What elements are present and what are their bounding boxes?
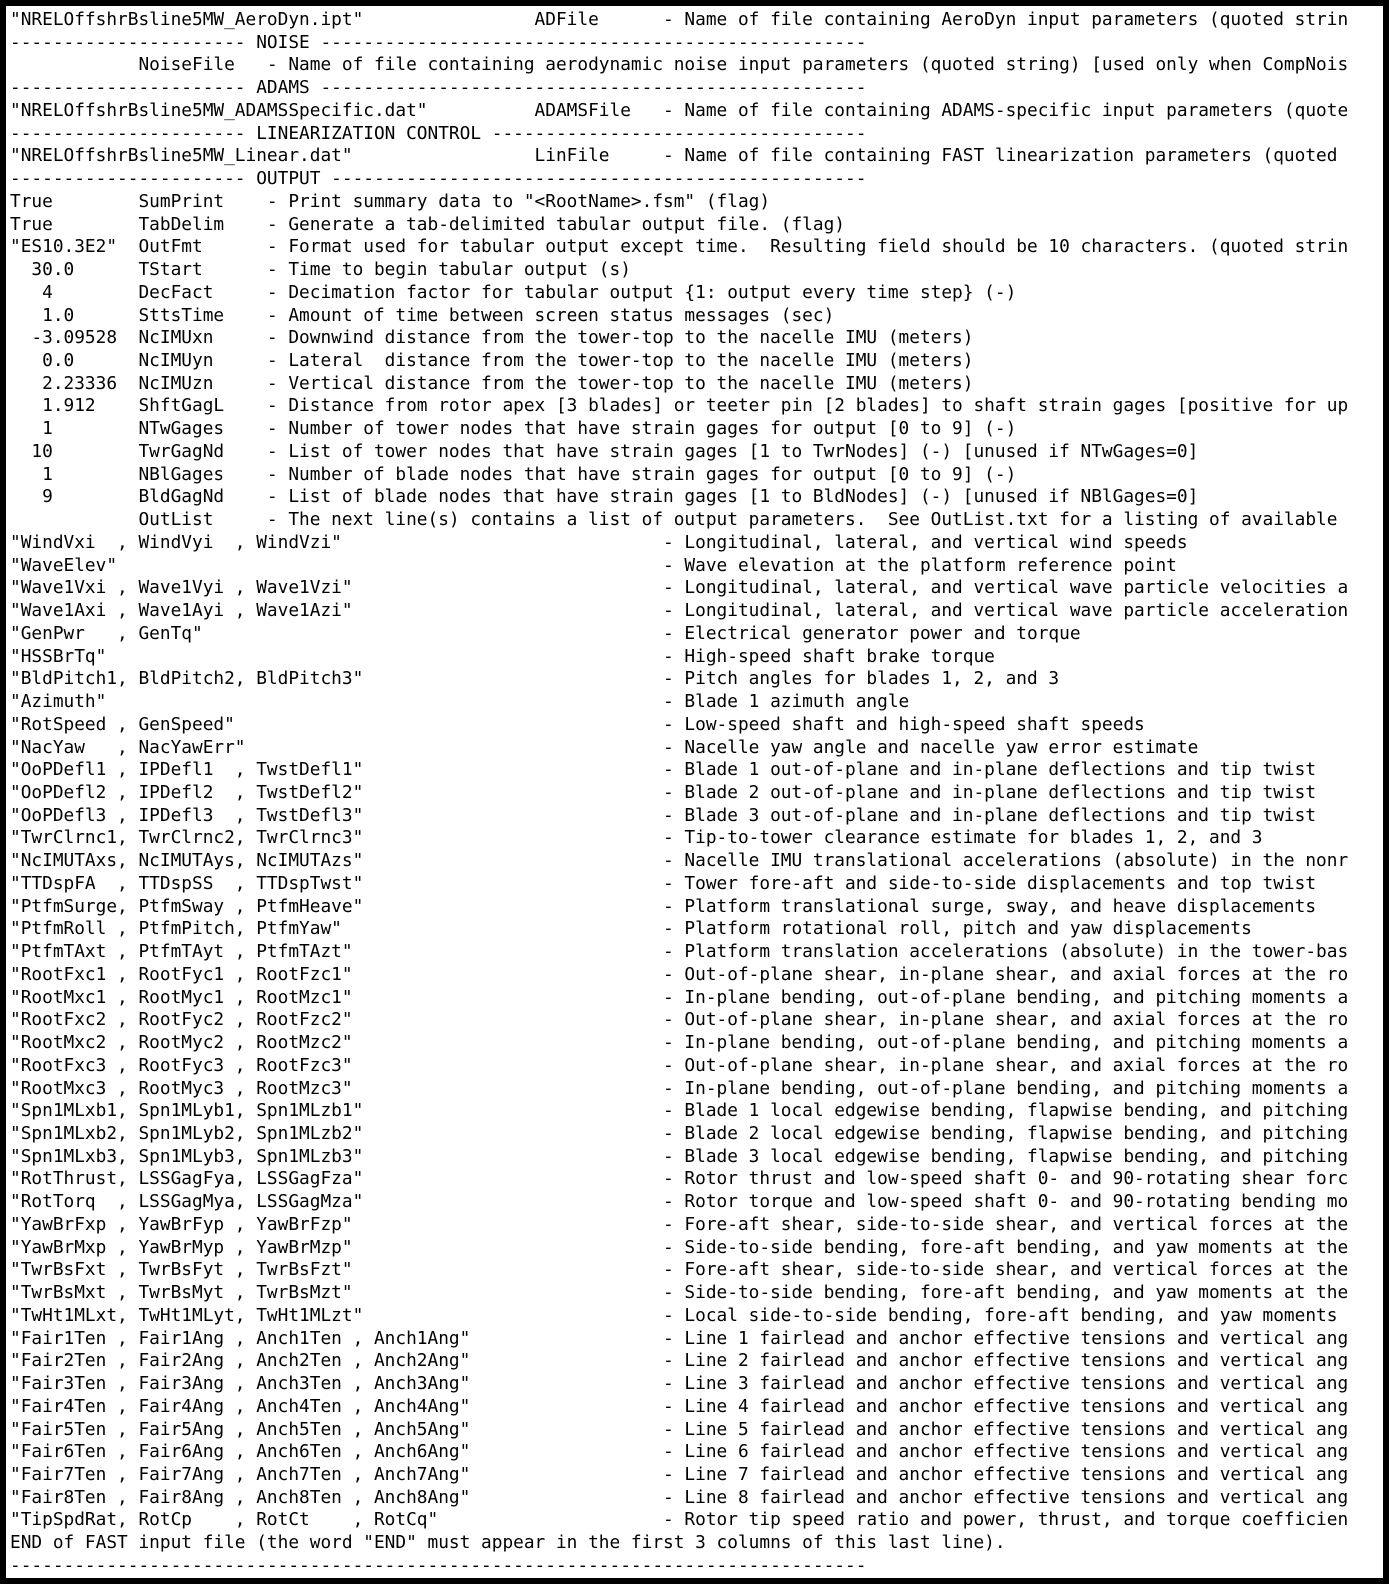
file-line: "TwHt1MLxt, TwHt1MLyt, TwHt1MLzt" - Local side-to-side bending, fore-aft bending, and yaw moments <box>10 1304 1338 1326</box>
file-line: "Fair5Ten , Fair5Ang , Anch5Ten , Anch5Ang" - Line 5 fairlead and anchor effective tensions and vertical ang <box>10 1418 1349 1440</box>
file-line: ---------------------- NOISE --------------------------------------------------- <box>10 31 867 53</box>
file-line: "ES10.3E2" OutFmt - Format used for tabular output except time. Resulting field should be 10 characters. (quoted strin <box>10 236 1349 258</box>
file-line: "BldPitch1, BldPitch2, BldPitch3" - Pitch angles for blades 1, 2, and 3 <box>10 668 1060 690</box>
file-line: ---------------------- OUTPUT -------------------------------------------------- <box>10 168 867 190</box>
file-line: -3.09528 NcIMUxn - Downwind distance from the tower-top to the nacelle IMU (meters) <box>10 327 974 349</box>
file-line: 2.23336 NcIMUzn - Vertical distance from the tower-top to the nacelle IMU (meters) <box>10 372 974 394</box>
file-line: "TTDspFA , TTDspSS , TTDspTwst" - Tower fore-aft and side-to-side displacements and top twist <box>10 872 1317 894</box>
file-line: 1 NTwGages - Number of tower nodes that have strain gages for output [0 to 9] (-) <box>10 418 1017 440</box>
file-line: "NRELOffshrBsline5MW_Linear.dat" LinFile - Name of file containing FAST linearization parameters (quoted <box>10 145 1338 167</box>
file-line: "Wave1Vxi , Wave1Vyi , Wave1Vzi" - Longitudinal, lateral, and vertical wave particle velocities a <box>10 577 1349 599</box>
file-line: "OoPDefl2 , IPDefl2 , TwstDefl2" - Blade 2 out-of-plane and in-plane deflections and tip twist <box>10 781 1317 803</box>
file-line: "RootMxc1 , RootMyc1 , RootMzc1" - In-plane bending, out-of-plane bending, and pitching moments a <box>10 986 1349 1008</box>
file-line: "RotSpeed , GenSpeed" - Low-speed shaft and high-speed shaft speeds <box>10 713 1145 735</box>
file-line: "Fair1Ten , Fair1Ang , Anch1Ten , Anch1Ang" - Line 1 fairlead and anchor effective tensions and vertical ang <box>10 1327 1349 1349</box>
file-line: "RootFxc1 , RootFyc1 , RootFzc1" - Out-of-plane shear, in-plane shear, and axial forces at the ro <box>10 963 1349 985</box>
file-line: 1 NBlGages - Number of blade nodes that have strain gages for output [0 to 9] (-) <box>10 463 1017 485</box>
file-line: "PtfmRoll , PtfmPitch, PtfmYaw" - Platform rotational roll, pitch and yaw displacements <box>10 918 1252 940</box>
file-line: "OoPDefl1 , IPDefl1 , TwstDefl1" - Blade 1 out-of-plane and in-plane deflections and tip twist <box>10 759 1317 781</box>
file-line: True TabDelim - Generate a tab-delimited tabular output file. (flag) <box>10 213 846 235</box>
file-line: "Fair6Ten , Fair6Ang , Anch6Ten , Anch6Ang" - Line 6 fairlead and anchor effective tensions and vertical ang <box>10 1441 1349 1463</box>
file-line: "NcIMUTAxs, NcIMUTAys, NcIMUTAzs" - Nacelle IMU translational accelerations (absolute) in the nonr <box>10 850 1349 872</box>
file-line: "YawBrFxp , YawBrFyp , YawBrFzp" - Fore-aft shear, side-to-side shear, and vertical forces at the <box>10 1213 1349 1235</box>
file-line: NoiseFile - Name of file containing aerodynamic noise input parameters (quoted string) [used only when CompNois <box>10 54 1349 76</box>
file-line: "NRELOffshrBsline5MW_ADAMSSpecific.dat" ADAMSFile - Name of file containing ADAMS-specific input parameters (quote <box>10 99 1349 121</box>
file-line: "Azimuth" - Blade 1 azimuth angle <box>10 691 910 713</box>
file-line: 10 TwrGagNd - List of tower nodes that have strain gages [1 to TwrNodes] (-) [unused if NTwGages=0] <box>10 440 1199 462</box>
file-line: 4 DecFact - Decimation factor for tabular output {1: output every time step} (-) <box>10 281 1017 303</box>
file-line: "PtfmSurge, PtfmSway , PtfmHeave" - Platform translational surge, sway, and heave displacements <box>10 895 1317 917</box>
file-line: "TwrClrnc1, TwrClrnc2, TwrClrnc3" - Tip-to-tower clearance estimate for blades 1, 2, and 3 <box>10 827 1263 849</box>
file-line: "RootMxc3 , RootMyc3 , RootMzc3" - In-plane bending, out-of-plane bending, and pitching moments a <box>10 1077 1349 1099</box>
file-line: "PtfmTAxt , PtfmTAyt , PtfmTAzt" - Platform translation accelerations (absolute) in the tower-bas <box>10 941 1349 963</box>
file-line: "RootFxc2 , RootFyc2 , RootFzc2" - Out-of-plane shear, in-plane shear, and axial forces at the ro <box>10 1009 1349 1031</box>
file-line: "Fair2Ten , Fair2Ang , Anch2Ten , Anch2Ang" - Line 2 fairlead and anchor effective tensions and vertical ang <box>10 1350 1349 1372</box>
file-line: "WindVxi , WindVyi , WindVzi" - Longitudinal, lateral, and vertical wind speeds <box>10 531 1188 553</box>
file-line: "Fair4Ten , Fair4Ang , Anch4Ten , Anch4Ang" - Line 4 fairlead and anchor effective tensions and vertical ang <box>10 1395 1349 1417</box>
file-line: "OoPDefl3 , IPDefl3 , TwstDefl3" - Blade 3 out-of-plane and in-plane deflections and tip twist <box>10 804 1317 826</box>
file-line: "GenPwr , GenTq" - Electrical generator power and torque <box>10 622 1081 644</box>
file-line: "RootFxc3 , RootFyc3 , RootFzc3" - Out-of-plane shear, in-plane shear, and axial forces at the ro <box>10 1054 1349 1076</box>
file-line: "TwrBsMxt , TwrBsMyt , TwrBsMzt" - Side-to-side bending, fore-aft bending, and yaw moments at the <box>10 1282 1349 1304</box>
file-line: 30.0 TStart - Time to begin tabular output (s) <box>10 259 631 281</box>
file-line: True SumPrint - Print summary data to "<RootName>.fsm" (flag) <box>10 190 771 212</box>
file-line: ---------------------- LINEARIZATION CONTROL ----------------------------------- <box>10 122 867 144</box>
file-line: -------------------------------------------------------------------------------- <box>10 1554 867 1576</box>
file-line: "HSSBrTq" - High-speed shaft brake torque <box>10 645 995 667</box>
file-line: "RotThrust, LSSGagFya, LSSGagFza" - Rotor thrust and low-speed shaft 0- and 90-rotating shear forc <box>10 1168 1349 1190</box>
file-line: "Spn1MLxb2, Spn1MLyb2, Spn1MLzb2" - Blade 2 local edgewise bending, flapwise bending, and pitching <box>10 1122 1349 1144</box>
file-line: "TipSpdRat, RotCp , RotCt , RotCq" - Rotor tip speed ratio and power, thrust, and torque coefficien <box>10 1509 1349 1531</box>
file-line: "RotTorq , LSSGagMya, LSSGagMza" - Rotor torque and low-speed shaft 0- and 90-rotating bending mo <box>10 1191 1349 1213</box>
file-line: "YawBrMxp , YawBrMyp , YawBrMzp" - Side-to-side bending, fore-aft bending, and yaw moments at the <box>10 1236 1349 1258</box>
file-line: 1.912 ShftGagL - Distance from rotor apex [3 blades] or teeter pin [2 blades] to shaft strain gages [positive for up <box>10 395 1349 417</box>
file-line: "WaveElev" - Wave elevation at the platform reference point <box>10 554 1177 576</box>
file-line: "Spn1MLxb3, Spn1MLyb3, Spn1MLzb3" - Blade 3 local edgewise bending, flapwise bending, and pitching <box>10 1145 1349 1167</box>
file-line: END of FAST input file (the word "END" must appear in the first 3 columns of this last line). <box>10 1532 1006 1554</box>
file-line: "NacYaw , NacYawErr" - Nacelle yaw angle and nacelle yaw error estimate <box>10 736 1199 758</box>
file-line: "Fair3Ten , Fair3Ang , Anch3Ten , Anch3Ang" - Line 3 fairlead and anchor effective tensions and vertical ang <box>10 1373 1349 1395</box>
file-line: ---------------------- ADAMS --------------------------------------------------- <box>10 77 867 99</box>
file-line: 1.0 SttsTime - Amount of time between screen status messages (sec) <box>10 304 835 326</box>
file-line: "NRELOffshrBsline5MW_AeroDyn.ipt" ADFile - Name of file containing AeroDyn input parameters (quoted strin <box>10 9 1349 30</box>
file-line: "Spn1MLxb1, Spn1MLyb1, Spn1MLzb1" - Blade 1 local edgewise bending, flapwise bending, and pitching <box>10 1100 1349 1122</box>
file-line: "Fair8Ten , Fair8Ang , Anch8Ten , Anch8Ang" - Line 8 fairlead and anchor effective tensions and vertical ang <box>10 1486 1349 1508</box>
file-line: "Wave1Axi , Wave1Ayi , Wave1Azi" - Longitudinal, lateral, and vertical wave particle acceleration <box>10 600 1349 622</box>
file-line: "RootMxc2 , RootMyc2 , RootMzc2" - In-plane bending, out-of-plane bending, and pitching moments a <box>10 1032 1349 1054</box>
file-line: "Fair7Ten , Fair7Ang , Anch7Ten , Anch7Ang" - Line 7 fairlead and anchor effective tensions and vertical ang <box>10 1464 1349 1485</box>
file-line: 0.0 NcIMUyn - Lateral distance from the tower-top to the nacelle IMU (meters) <box>10 350 974 372</box>
file-line: "TwrBsFxt , TwrBsFyt , TwrBsFzt" - Fore-aft shear, side-to-side shear, and vertical forces at the <box>10 1259 1349 1281</box>
file-content <box>10 9 1383 1578</box>
file-line: OutList - The next line(s) contains a list of output parameters. See OutList.txt for a listing of available <box>10 509 1338 531</box>
file-line: 9 BldGagNd - List of blade nodes that have strain gages [1 to BldNodes] (-) [unused if NBlGages=0] <box>10 486 1199 508</box>
